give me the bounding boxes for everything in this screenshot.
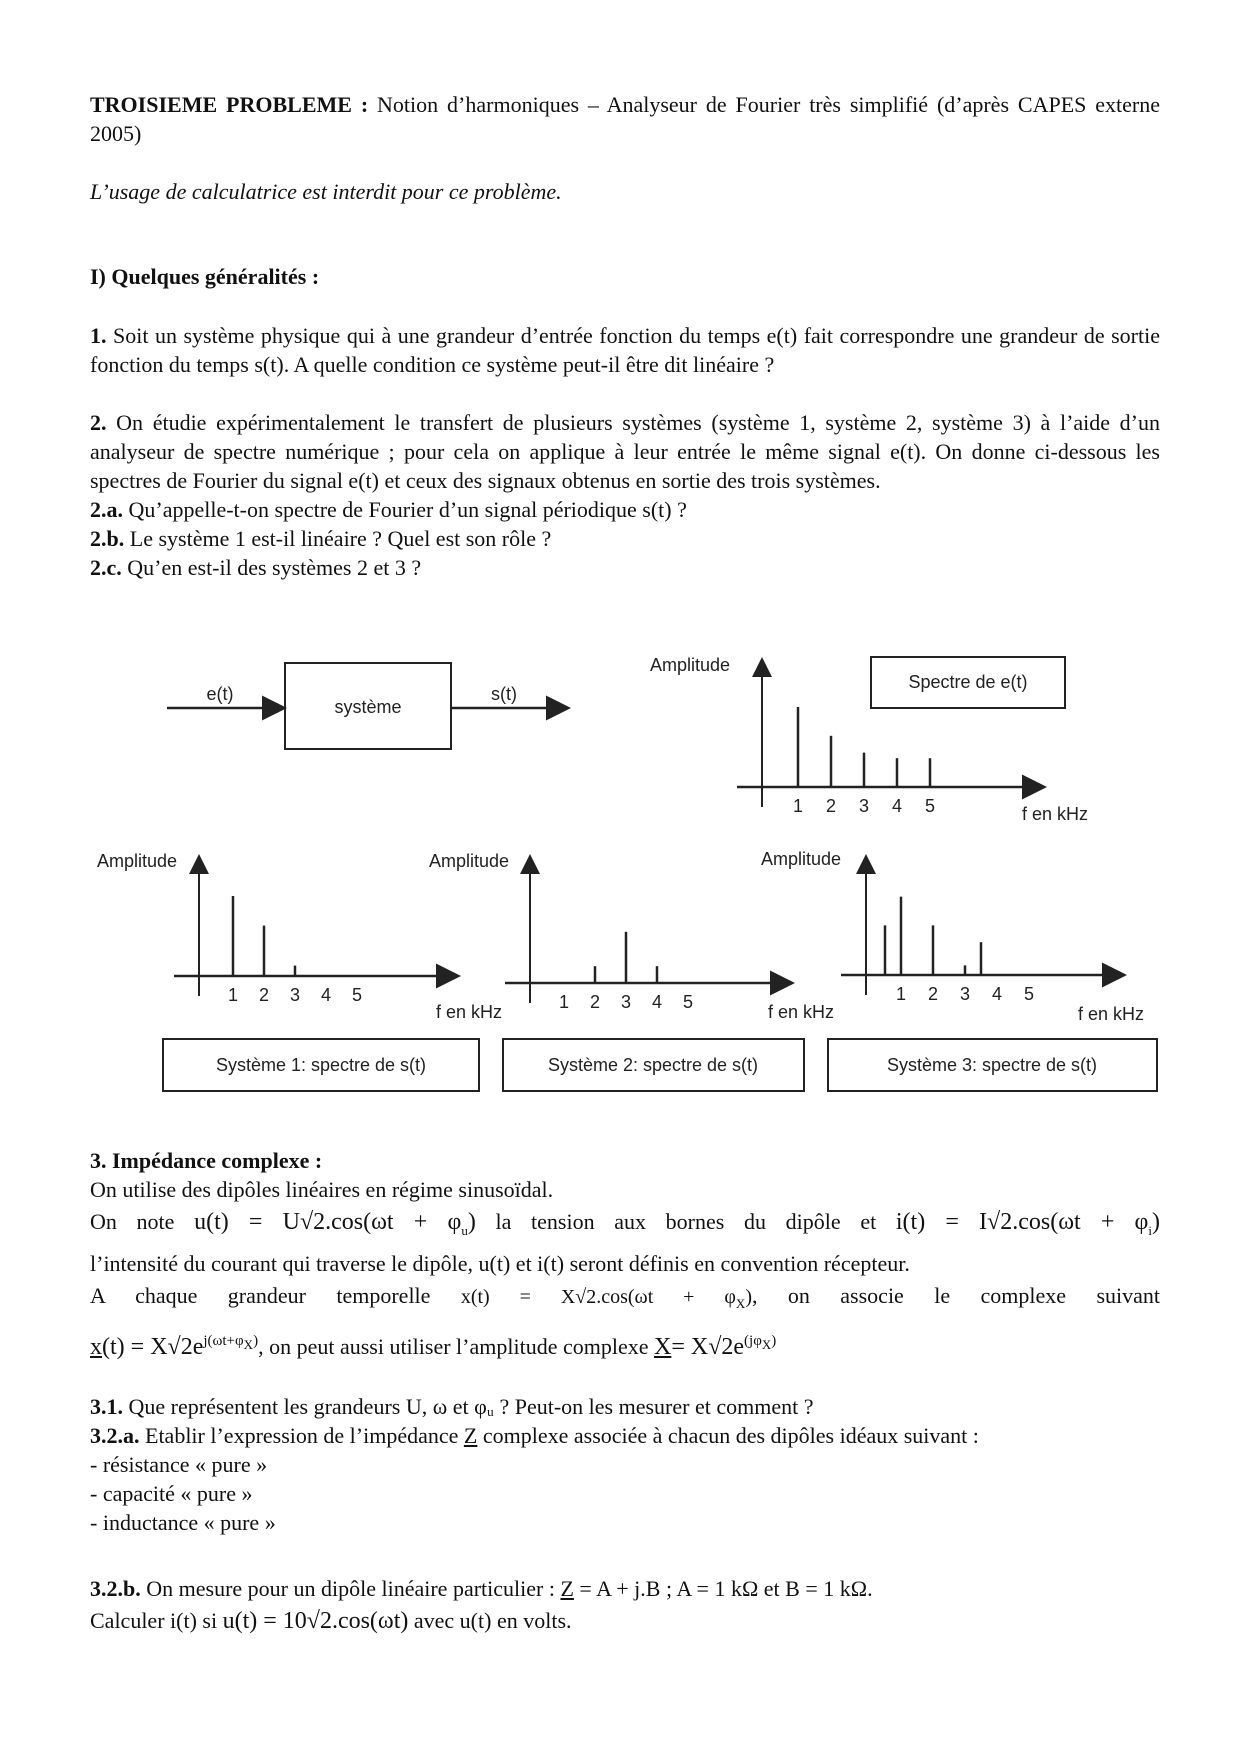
text: On note — [90, 1209, 175, 1234]
question-text: Etablir l’expression de l’impédance — [145, 1423, 459, 1448]
y-axis-label: Amplitude — [428, 851, 510, 871]
tick-label: 4 — [891, 796, 903, 816]
tick-label: 2 — [825, 796, 837, 816]
question-number: 2. — [90, 410, 107, 435]
question-text: Soit un système physique qui à une grandeur d’entrée fonction du temps e(t) fait correspondre une grandeur de sortie fonction du temps s(t). A quelle condition ce système peut-il être dit linéaire ? — [90, 323, 1160, 377]
section-1-heading — [90, 262, 1160, 291]
question-3-2b — [90, 1574, 1160, 1639]
text: avec u(t) en volts. — [413, 1608, 572, 1633]
tick-label: 3 — [620, 992, 632, 1012]
tick-label: 3 — [289, 985, 301, 1005]
question-number: 2.b. — [90, 526, 125, 551]
title-label: TROISIEME PROBLEME : — [90, 92, 369, 117]
question-text: Qu’appelle-t-on spectre de Fourier d’un signal périodique s(t) ? — [128, 497, 687, 522]
y-axis-label: Amplitude — [760, 849, 842, 869]
list-item: - capacité « pure » — [90, 1481, 253, 1506]
tick-label: 1 — [227, 985, 239, 1005]
spectrum-chart-1 — [650, 655, 1088, 824]
tick-label: 3 — [959, 984, 971, 1004]
section-heading: 3. Impédance complexe : — [90, 1148, 323, 1173]
question-number: 3.1. — [90, 1394, 123, 1419]
tick-label: 2 — [589, 992, 601, 1012]
tick-label: 2 — [258, 985, 270, 1005]
chart-title: Système 2: spectre de s(t) — [547, 1055, 759, 1075]
question-2 — [90, 408, 1160, 582]
text: , on associe le complexe suivant — [751, 1282, 1160, 1308]
equation-X-amplitude: $X= X√2e^{(j\varphi_X)}$ — [653, 1332, 777, 1360]
x-axis-label: f en kHz — [767, 1002, 835, 1022]
tick-label: 4 — [320, 985, 332, 1005]
tick-label: 4 — [991, 984, 1003, 1004]
chart-title: Système 1: spectre de s(t) — [215, 1055, 427, 1075]
chart-title: Spectre de e(t) — [908, 672, 1028, 692]
impedance-symbol: Z — [463, 1423, 478, 1448]
paragraph: l’intensité du courant qui traverse le dipôle, u(t) et i(t) seront définis en convention récepteur. — [90, 1250, 910, 1276]
question-text: = A + j.B ; A = 1 kΩ et B = 1 kΩ. — [579, 1576, 873, 1601]
title-text: Notion d’harmoniques – Analyseur de Fourier très simplifié (d’après CAPES externe 2005) — [90, 92, 1160, 146]
x-axis-label: f en kHz — [1021, 804, 1089, 824]
question-number: 1. — [90, 323, 107, 348]
x-axis-label: f en kHz — [1077, 1004, 1145, 1024]
tick-label: 4 — [651, 992, 663, 1012]
question-text: Qu’en est-il des systèmes 2 et 3 ? — [127, 555, 422, 580]
chart-title-box — [828, 1039, 1157, 1091]
text: A chaque grandeur temporelle — [90, 1282, 431, 1308]
tick-label: 1 — [558, 992, 570, 1012]
equation-i: $i(t) = I√2.\cos(\omega t + \varphi_i)$ — [895, 1209, 1161, 1238]
system-label: système — [334, 697, 402, 717]
question-number: 3.2.b. — [90, 1576, 141, 1601]
problem-title — [90, 90, 1160, 148]
text: , on peut aussi utiliser l’amplitude complexe — [258, 1333, 649, 1359]
question-number: 2.c. — [90, 555, 122, 580]
list-item: - résistance « pure » — [90, 1452, 268, 1477]
question-text: On mesure pour un dipôle linéaire particulier : — [146, 1576, 555, 1601]
block-diagram — [167, 663, 566, 749]
tick-label: 3 — [858, 796, 870, 816]
y-axis-label: Amplitude — [649, 655, 731, 675]
tick-label: 1 — [895, 984, 907, 1004]
input-label: e(t) — [206, 684, 234, 704]
text: la tension aux bornes du dipôle et — [495, 1209, 877, 1234]
chart-title-box — [163, 1039, 479, 1091]
tick-label: 5 — [682, 992, 694, 1012]
question-3-1-3-2a — [90, 1392, 1160, 1537]
section-3 — [90, 1146, 1160, 1366]
system-block — [285, 663, 451, 749]
question-number: 2.a. — [90, 497, 123, 522]
chart-title: Système 3: spectre de s(t) — [886, 1055, 1098, 1075]
tick-label: 5 — [351, 985, 363, 1005]
question-number: 3.2.a. — [90, 1423, 140, 1448]
list-item: - inductance « pure » — [90, 1510, 276, 1535]
x-axis-label: f en kHz — [435, 1002, 503, 1022]
equation-u: $u(t) = U√2.\cos(\omega t + \varphi_u)$ — [194, 1209, 476, 1238]
tick-label: 1 — [792, 796, 804, 816]
tick-label: 2 — [927, 984, 939, 1004]
equation-x: $x(t) = X√2.\cos(\omega t + \varphi_X)$ — [460, 1285, 752, 1311]
question-text: Que représentent les grandeurs U, ω et φᵤ ? Peut-on les mesurer et comment ? — [128, 1394, 814, 1419]
question-text: On étudie expérimentalement le transfert de plusieurs systèmes (système 1, système 2, système 3) à l’aide d’un analyseur de spectre numérique ; pour cela on applique à leur entrée le même signal e(t). On donne ci-dessous les spectres de Fourier du signal e(t) et ceux des signaux obtenus en sortie des trois systèmes. — [90, 410, 1161, 493]
equation-x-complex: $x(t) = X√2e^{j(\omega t+\varphi_X)}$ — [90, 1332, 259, 1360]
question-1 — [90, 321, 1160, 379]
section-heading: I) Quelques généralités : — [90, 264, 320, 289]
chart-title-box — [503, 1039, 804, 1091]
calculator-note: L’usage de calculatrice est interdit pour ce problème. — [90, 179, 562, 204]
y-axis-label: Amplitude — [96, 851, 178, 871]
spectrum-chart-3 — [429, 851, 834, 1091]
tick-label: 5 — [924, 796, 936, 816]
equation-u2: u(t) = 10√2.cos(ωt) — [222, 1608, 409, 1634]
impedance-symbol: Z — [560, 1576, 574, 1601]
output-label: s(t) — [491, 684, 517, 704]
chart-title-box — [871, 657, 1065, 708]
spectrum-chart-2 — [97, 851, 502, 1091]
question-text: complexe associée à chacun des dipôles idéaux suivant : — [482, 1423, 979, 1448]
paragraph: On utilise des dipôles linéaires en régime sinusoïdal. — [90, 1177, 554, 1202]
question-text: Le système 1 est-il linéaire ? Quel est son rôle ? — [129, 526, 552, 551]
spectrum-chart-4 — [761, 849, 1157, 1091]
tick-label: 5 — [1023, 984, 1035, 1004]
text: Calculer i(t) si — [90, 1608, 218, 1633]
